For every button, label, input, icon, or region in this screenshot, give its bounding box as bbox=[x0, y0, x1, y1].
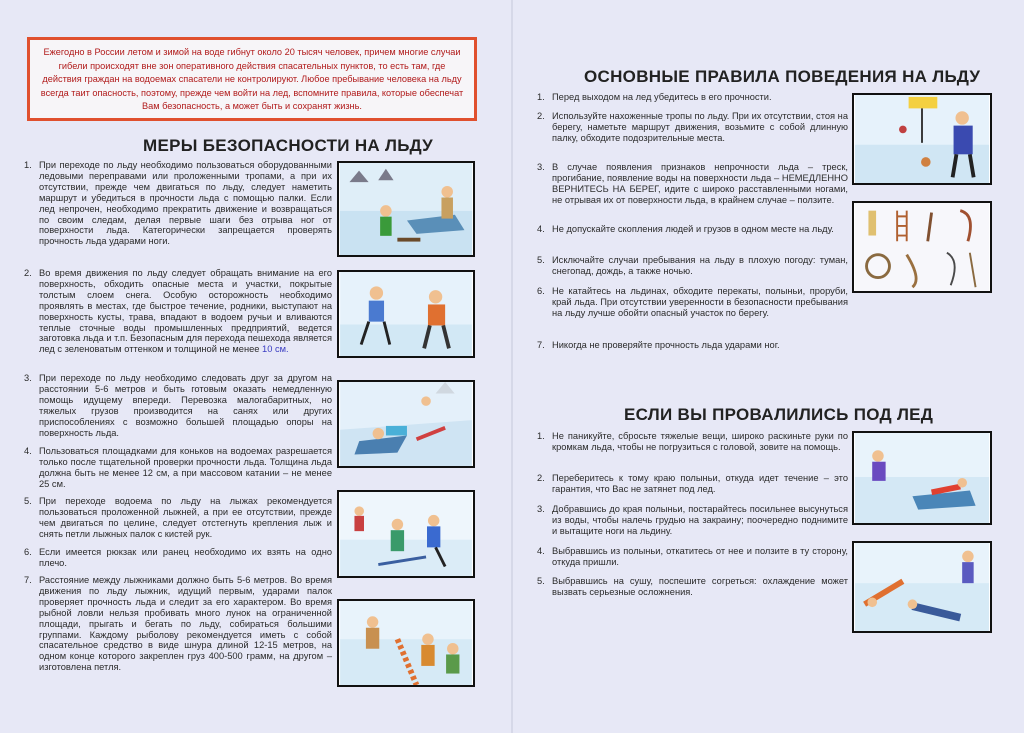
illustration-fall-through bbox=[337, 380, 475, 468]
illustration-ice-fishing bbox=[337, 599, 475, 687]
illustration-person-in-hole bbox=[852, 431, 992, 525]
illustration-rolling-away bbox=[852, 541, 992, 633]
illustration-shore-rescuer bbox=[852, 93, 992, 185]
rules-title: ОСНОВНЫЕ ПРАВИЛА ПОВЕДЕНИЯ НА ЛЬДУ bbox=[584, 67, 981, 86]
illustration-slipping bbox=[337, 270, 475, 358]
fell-through-title: ЕСЛИ ВЫ ПРОВАЛИЛИСЬ ПОД ЛЕД bbox=[624, 405, 934, 424]
illustration-rescue-tools bbox=[852, 201, 992, 293]
fell-through-list: 1. Не паникуйте, сбросьте тяжелые вещи, широко раскиньте руки по кромкам льда, чтобы не погрузиться с головой, зовите на помощь. 2. Переберитесь к тому краю полыньи, откуда идет течение – это гарантия, что Вас не затянет под лед. 3. Добравшись до края полыньи, постарайтесь посильнее высунуться из воды, чтобы налечь грудью на закраину; поочередно поднимите и вытащите ноги на льдину. 4. Выбравшись из полыньи, откатитесь от нее и ползите в ту сторону, откуда пришли. 5. Выбравшись на сушу, поспешите согреться: охлаждение может вызвать серьезные осложнения. bbox=[537, 431, 848, 597]
safety-list: 1. При переходе по льду необходимо пользоваться оборудованными ледовыми переправами или проложенными тропами, а при их отсутствии, прежде чем двигаться по льду, следует наметить маршрут и убедиться в прочности льда с помощью палки. Если лед непрочен, необходимо прекратить движение и возвращаться по своим следам, делая первые шаги без отрыва ног от поверхности льда. Категорически запрещается проверять прочность льда ударами ноги. 2. Во время движения по льду следует обращать внимание на его поверхность, обходить опасные места и участки, покрытые толстым слоем снега. Особую осторожность необходимо проявлять в местах, где быстрое течение, родники, выступают на поверхность кусты, трава, впадают в водоем ручьи и вливаются теплые сточные воды промышленных предприятий, ведется заготовка льда и т.п. Безопасным для перехода пешехода является лед с зеленоватым оттенком и толщиной не менее 10 см. 3. При переходе по льду необходимо следовать друг за другом на расстоянии 5-6 метров и быть готовым оказать немедленную помощь идущему впереди. Перевозка малогабаритных, но тяжелых грузов производится на санях или других приспособлениях с возможно большей площадью опоры на поверхность льда. 4. Пользоваться площадками для коньков на водоемах разрешается только после тщательной проверки прочности льда. Толщина льда должна быть не менее 12 см, а при массовом катании – не менее 25 см. 5. При переходе водоема по льду на лыжах рекомендуется пользоваться проложенной лыжней, а при ее отсутствии, прежде чем двигаться по целине, следует отстегнуть крепления лыж и снять петли лыжных палок с кистей рук. 6. Если имеется рюкзак или ранец необходимо их взять на одно плечо. 7. Расстояние между лыжниками должно быть 5-6 метров. Во время движения по льду лыжник, идущий первым, ударами палок проверяет прочность льда и следит за его характером. Во время рыбной ловли нельзя пробивать много лунок на ограниченной площади, прыгать и бегать по льду, собираться большими группами. Каждому рыболову рекомендуется иметь с собой спасательное средство в виде шнура длиной 12-15 метров, на одном конце которого закреплен груз 400-500 грамм, на другом – изготовлена петля. bbox=[24, 160, 332, 673]
safety-title: МЕРЫ БЕЗОПАСНОСТИ НА ЛЬДУ bbox=[143, 136, 434, 155]
illustration-ice-crossing bbox=[337, 161, 475, 257]
rules-list: 1. Перед выходом на лед убедитесь в его прочности. 2. Используйте нахоженные тропы по льду. При их отсутствии, стоя на берегу, наметьте маршрут движения, возьмите с собой длинную палку, обходите подозрительные места. 3. В случае появления признаков непрочности льда – треск, прогибание, появление воды на поверхности льда – НЕМЕДЛЕННО ВЕРНИТЕСЬ НА БЕРЕГ, идите с широко расставленными ногами, не отрывая их от поверхности льда, в крайнем случае – ползите. 4. Не допускайте скопления людей и грузов в одном месте на льду. 5. Исключайте случаи пребывания на льду в плохую погоду: туман, снегопад, дождь, а также ночью. 6. Не катайтесь на льдинах, обходите перекаты, полыньи, проруби, край льда. При отсутствии уверенности в безопасности пребывания на льду лучше обойти опасный участок по берегу. 7. Никогда не проверяйте прочность льда ударами ног. bbox=[537, 92, 848, 350]
intro-warning-box: Ежегодно в России летом и зимой на воде гибнут около 20 тысяч человек, причем многие случаи гибели происходят вне зон оперативного действия спасательных пунктов, то есть там, где действия граждан на водоемах спасатели не контролируют. Любое пребывание человека на льду всегда таит опасность, поэтому, прежде чем войти на лед, вспомните правила, которые обеспечат Вам безопасность, а может быть и сохранят жизнь. bbox=[27, 37, 477, 121]
illustration-skiers bbox=[337, 490, 475, 578]
highlight-thickness: 10 см. bbox=[262, 344, 289, 355]
